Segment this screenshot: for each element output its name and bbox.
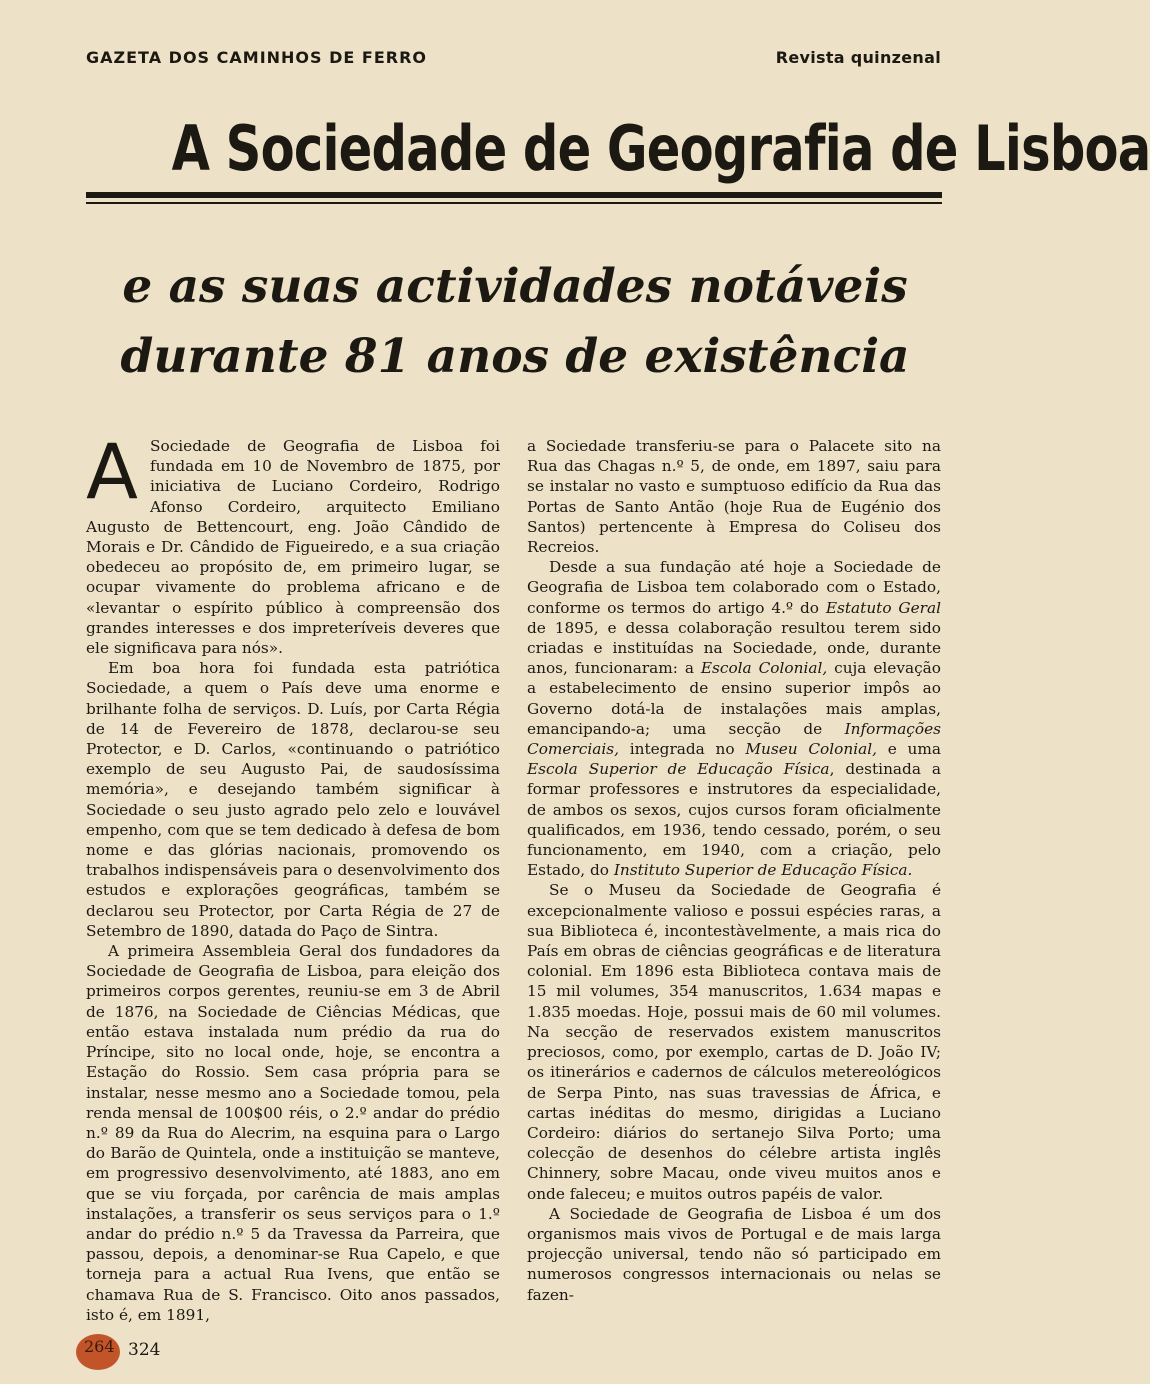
drop-cap: A bbox=[86, 427, 138, 516]
page-number: 324 bbox=[128, 1340, 161, 1360]
badge-number: 264 bbox=[84, 1337, 115, 1356]
paragraph-3-continued: a Sociedade transferiu-se para o Palacete sito na Rua das Chagas n.º 5, de onde, em 1897, saiu para se instalar no vasto e sumptuoso edifício da Rua das Portas de Santo Antão (hoje Rua de Eugénio dos Santos) pertencente à Empresa do Coliseu dos Recreios. bbox=[527, 437, 941, 557]
title-rule-thin bbox=[86, 202, 942, 204]
paragraph-3: A primeira Assembleia Geral dos fundadores da Sociedade de Geografia de Lisboa, para eleição dos primeiros corpos gerentes, reuniu-se em 3 de Abril de 1876, na Sociedade de Ciências Médicas, que então estava instalada num prédio da rua do Príncipe, sito no local onde, hoje, se encontra a Estação do Rossio. Sem casa própria para se instalar, nesse mesmo ano a Sociedade tomou, pela renda mensal de 100$00 réis, o 2.º andar do prédio n.º 89 da Rua do Alecrim, na esquina para o Largo do Barão de Quintela, onde a instituição se manteve, em progressivo desenvolvimento, até 1883, ano em que se viu forçada, por carência de mais amplas instalações, a transferir os seus serviços para o 1.º andar do prédio n.º 5 da Travessa da Parreira, que passou, depois, a denominar-se Rua Capelo, e que torneja para a actual Rua Ivens, que então se chamava Rua de S. Francisco. Oito anos passados, isto é, em 1891, bbox=[86, 942, 500, 1324]
publication-name: GAZETA DOS CAMINHOS DE FERRO bbox=[86, 48, 428, 67]
article-subtitle-line-1: e as suas actividades notáveis bbox=[122, 259, 908, 314]
paragraph-4: Desde a sua fundação até hoje a Sociedade de Geografia de Lisboa tem colaborado com o Estado, conforme os termos do artigo 4.º do Estatuto Geral de 1895, e dessa colaboração resultou terem sido criadas e instituídas na Sociedade, onde, durante anos, funcionaram: a Escola Colonial, cuja elevação a estabelecimento de ensino superior impôs ao Governo dotá-la de instalações mais amplas, emancipando-a; uma secção de Informações Comerciais, integrada no Museu Colonial, e uma Escola Superior de Educação Física, destinada a formar professores e instrutores da especialidade, de ambos os sexos, cujos cursos foram oficialmente qualificados, em 1936, tendo cessado, porém, o seu funcionamento, em 1940, com a criação, pelo Estado, do Instituto Superior de Educação Física. bbox=[527, 558, 941, 880]
text-column-left bbox=[86, 427, 500, 1324]
publication-frequency: Revista quinzenal bbox=[775, 48, 941, 67]
paragraph-1: A Sociedade de Geografia de Lisboa foi fundada em 10 de Novembro de 1875, por iniciativa de Luciano Cordeiro, Rodrigo Afonso Cordeiro, arquitecto Emiliano Augusto de Bettencourt, eng. João Cândido de Morais e Dr. Cândido de Figueiredo, e a sua criação obedeceu ao propósito de, em primeiro lugar, se ocupar vivamente do problema africano e de «levantar o espírito público à compreensão dos grandes interesses e dos impreteríveis deveres que ele significava para nós». bbox=[86, 427, 500, 658]
text-column-right bbox=[527, 436, 941, 1304]
article-title: A Sociedade de Geografia de Lisboa bbox=[171, 112, 1150, 185]
paragraph-2: Em boa hora foi fundada esta patriótica Sociedade, a quem o País deve uma enorme e brilhante folha de serviços. D. Luís, por Carta Régia de 14 de Fevereiro de 1878, declarou-se seu Protector, e D. Carlos, «continuando o patriótico exemplo de seu Augusto Pai, de saudosíssima memória», e desejando também significar à Sociedade o seu justo agrado pelo zelo e louvável empenho, com que se tem dedicado à defesa de bom nome e das glórias nacionais, promovendo os trabalhos indispensáveis para o desenvolvimento dos estudos e explorações geográficas, também se declarou seu Protector, por Carta Régia de 27 de Setembro de 1890, datada do Paço de Sintra. bbox=[86, 659, 500, 940]
title-rule-thick bbox=[86, 192, 942, 198]
paragraph-5: Se o Museu da Sociedade de Geografia é excepcionalmente valioso e possui espécies raras, a sua Biblioteca é, incontestàvelmente, a mais rica do País em obras de ciências geográficas e de literatura colonial. Em 1896 esta Biblioteca contava mais de 15 mil volumes, 354 manuscritos, 1.634 mapas e 1.835 moedas. Hoje, possui mais de 60 mil volumes. Na secção de reservados existem manuscritos preciosos, como, por exemplo, cartas de D. João IV; os itinerários e cadernos de cálculos metereológicos de Serpa Pinto, nas suas travessias de África, e cartas inéditas do mesmo, dirigidas a Luciano Cordeiro: diários do sertanejo Silva Porto; uma colecção de desenhos do célebre artista inglês Chinnery, sobre Macau, onde viveu muitos anos e onde faleceu; e muitos outros papéis de valor. bbox=[527, 881, 941, 1203]
paragraph-6: A Sociedade de Geografia de Lisboa é um dos organismos mais vivos de Portugal e de mais larga projecção universal, tendo não só participado em numerosos congressos internacionais ou nelas se fazen- bbox=[527, 1204, 941, 1304]
running-header bbox=[86, 48, 941, 72]
article-subtitle-line-2: durante 81 anos de existência bbox=[120, 329, 910, 384]
